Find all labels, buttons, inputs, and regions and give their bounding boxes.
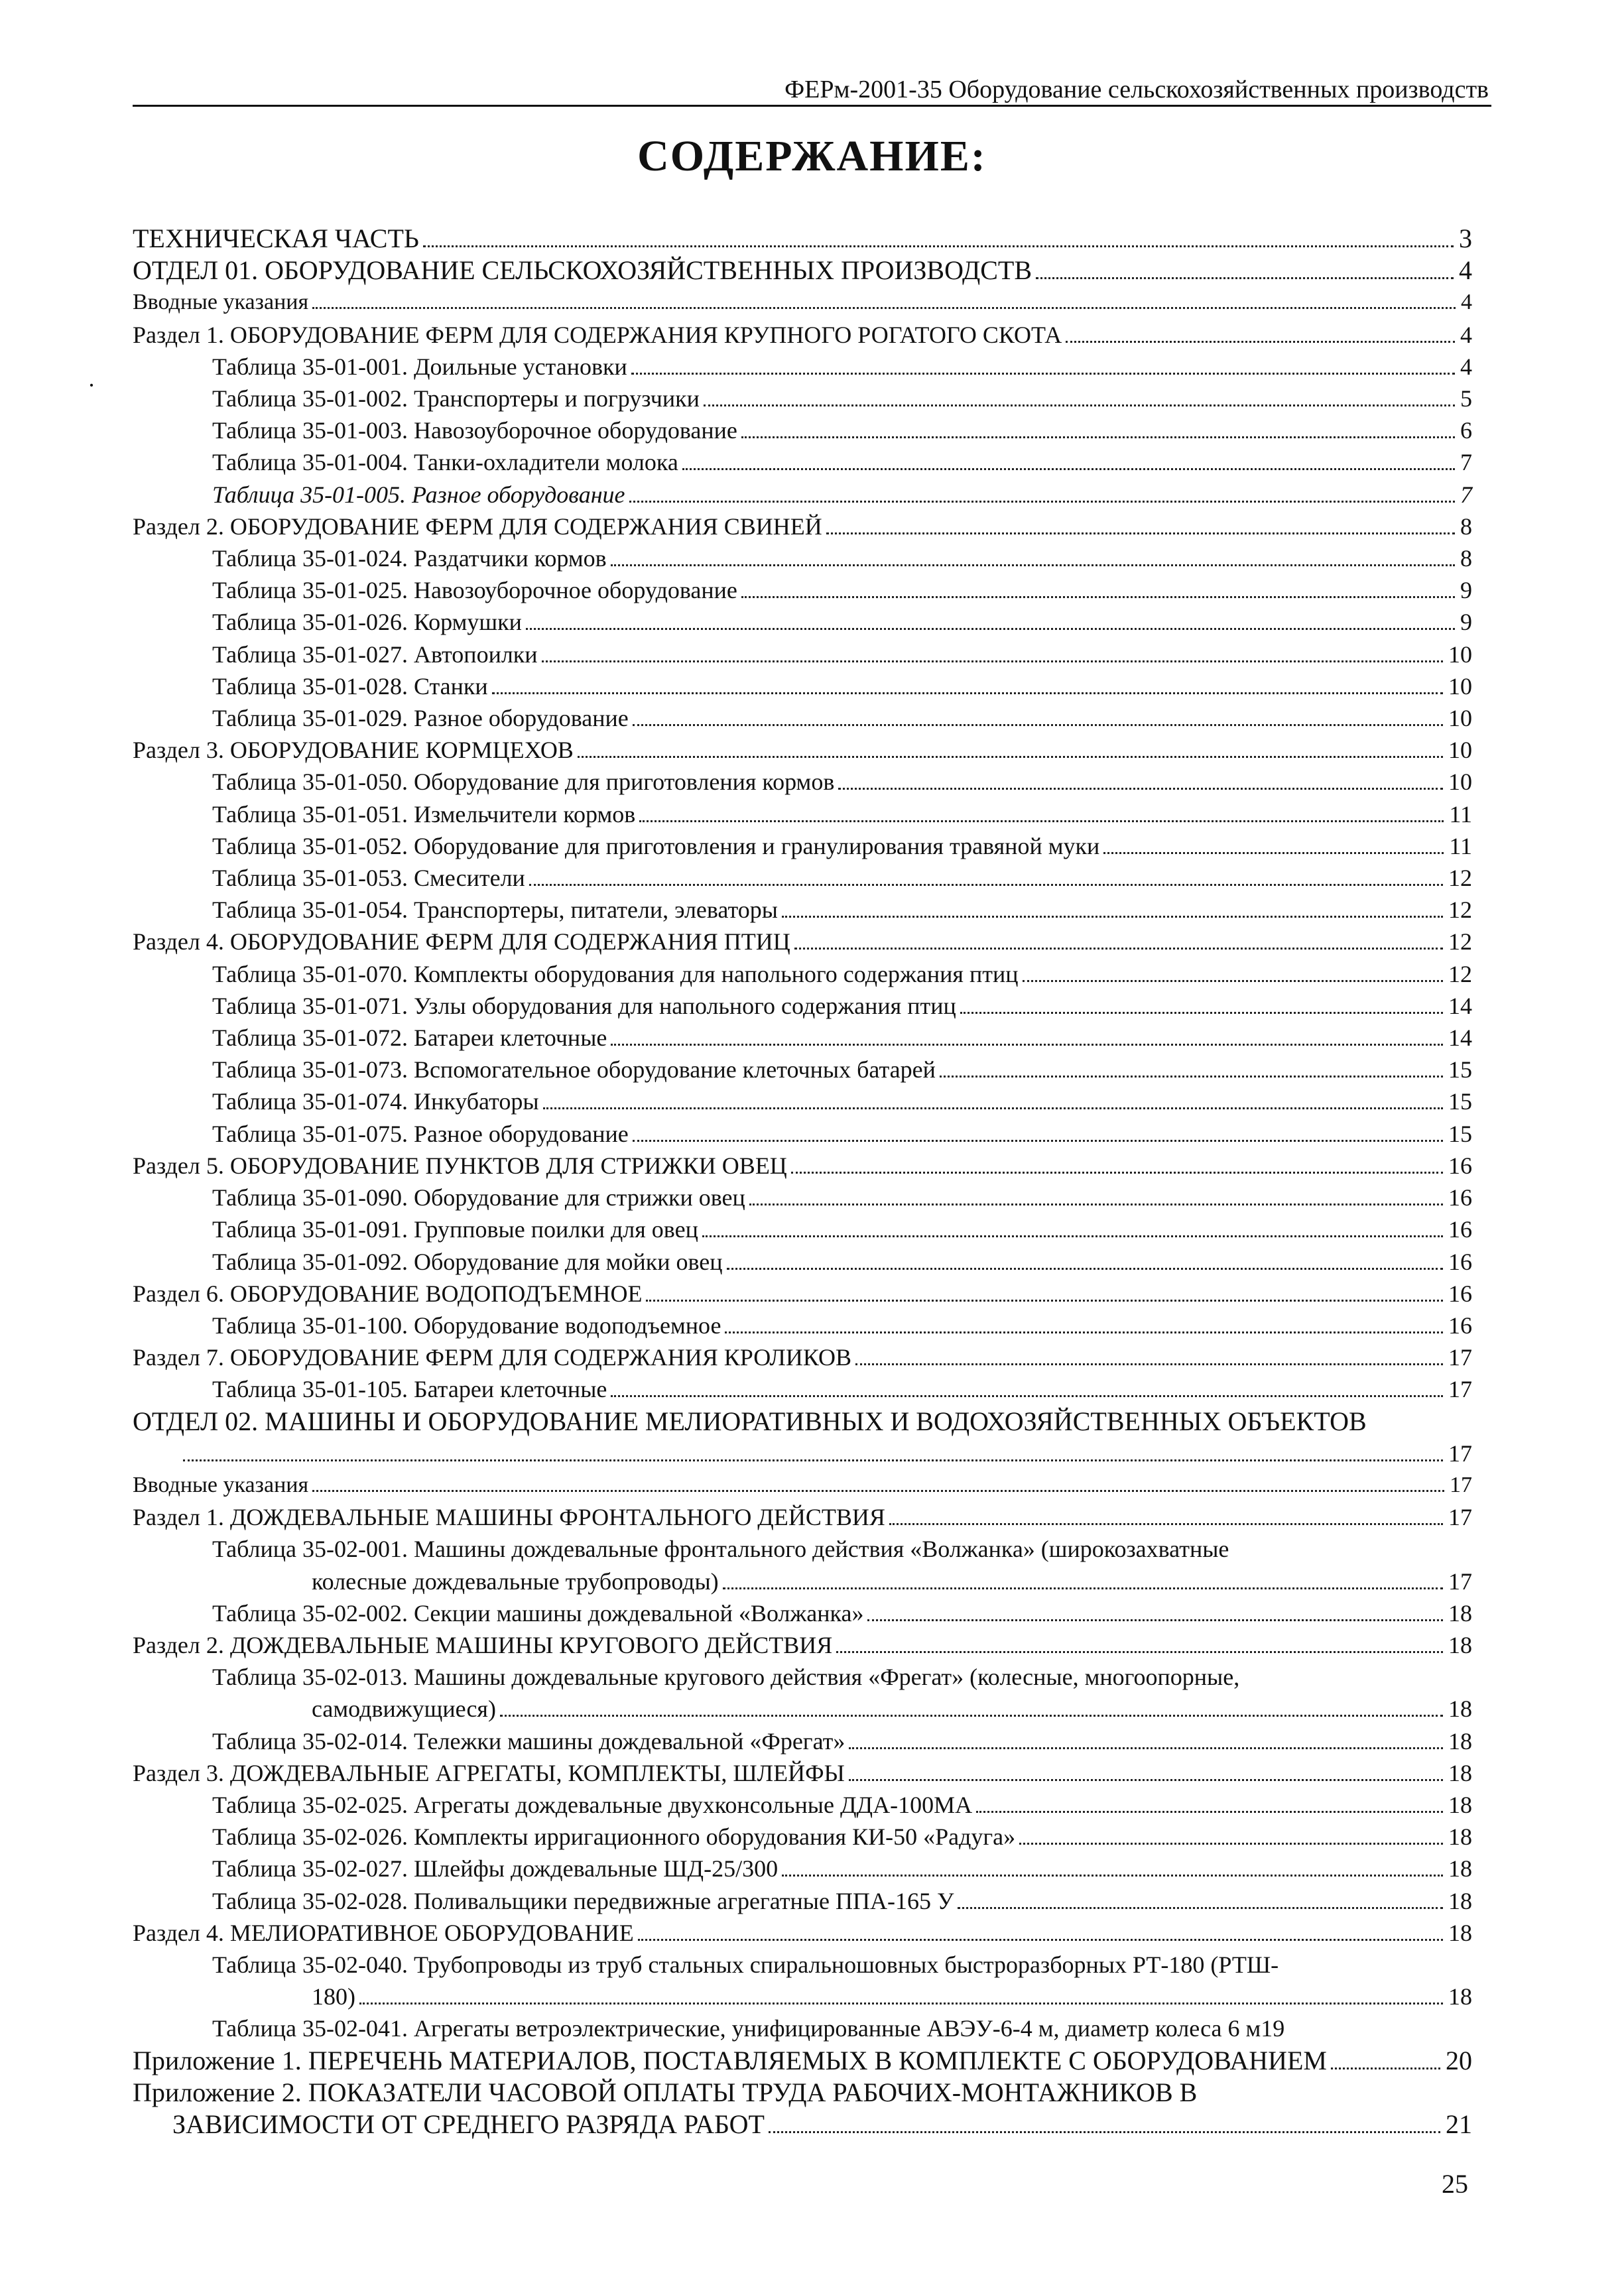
toc-entry-title: Раздел 2. ОБОРУДОВАНИЕ ФЕРМ ДЛЯ СОДЕРЖАНИЯ СВИНЕЙ (133, 513, 822, 540)
toc-entry (133, 1853, 1472, 1884)
toc-entry-title: Таблица 35-01-090. Оборудование для стрижки овец (212, 1184, 745, 1211)
dot-leader (633, 724, 1443, 726)
toc-entry (133, 383, 1472, 414)
toc-entry-title: самодвижущиеся) (312, 1695, 496, 1723)
toc-entry (133, 1981, 1472, 2012)
dot-leader (423, 245, 1454, 247)
dot-leader (312, 307, 1456, 309)
toc-entry (133, 511, 1472, 542)
toc-entry-title: Раздел 6. ОБОРУДОВАНИЕ ВОДОПОДЪЕМНОЕ (133, 1280, 643, 1307)
toc-entry-page: 10 (1448, 705, 1472, 732)
toc-entry-page: 17 (1448, 1568, 1472, 1595)
toc-entry-title: Таблица 35-01-053. Смесители (212, 865, 525, 892)
toc-entry-title: Таблица 35-01-075. Разное оборудование (212, 1120, 629, 1147)
dot-leader (526, 628, 1455, 630)
toc-entry-page: 19 (1261, 2015, 1285, 2042)
toc-entry-page: 7 (1460, 481, 1472, 508)
toc-entry-title: Приложение 2. ПОКАЗАТЕЛИ ЧАСОВОЙ ОПЛАТЫ ТРУДА РАБОЧИХ-МОНТАЖНИКОВ В (133, 2077, 1198, 2107)
toc-entry-title: Таблица 35-01-050. Оборудование для приготовления кормов (212, 769, 835, 796)
toc-entry-title: Таблица 35-01-002. Транспортеры и погрузчики (212, 385, 700, 412)
toc-entry-title: Таблица 35-01-051. Измельчители кормов (212, 800, 636, 828)
toc-entry-page: 18 (1448, 1887, 1472, 1914)
dot-leader (611, 564, 1455, 566)
toc-entry (133, 1629, 1472, 1661)
dot-leader (1066, 341, 1455, 343)
dot-leader (312, 1490, 1444, 1492)
toc-entry-title: Таблица 35-02-013. Машины дождевальные кругового действия «Фрегат» (колесные, многоопорные, (212, 1664, 1240, 1691)
toc-entry-page: 10 (1448, 769, 1472, 796)
table-of-contents (133, 223, 1472, 2140)
toc-entry-page: 6 (1460, 417, 1472, 444)
dot-leader (723, 1587, 1443, 1589)
toc-entry (133, 1438, 1472, 1469)
toc-entry-page: 16 (1448, 1216, 1472, 1243)
toc-entry-title: Таблица 35-01-054. Транспортеры, питатели, элеваторы (212, 896, 778, 924)
dot-leader (725, 1331, 1443, 1333)
toc-entry (133, 926, 1472, 957)
dot-leader (500, 1715, 1443, 1717)
toc-entry (133, 894, 1472, 926)
toc-entry-title: Раздел 1. ОБОРУДОВАНИЕ ФЕРМ ДЛЯ СОДЕРЖАНИЯ КРУПНОГО РОГАТОГО СКОТА (133, 321, 1062, 348)
toc-entry (133, 1661, 1472, 1693)
toc-entry (133, 1341, 1472, 1373)
dot-leader (794, 948, 1443, 950)
toc-entry (133, 1022, 1472, 1054)
dot-leader (682, 468, 1455, 470)
dot-leader (727, 1268, 1443, 1270)
toc-entry (133, 1885, 1472, 1917)
toc-entry-page: 3 (1459, 223, 1472, 253)
toc-entry-page: 18 (1448, 1983, 1472, 2010)
toc-entry (133, 542, 1472, 574)
toc-entry-page: 16 (1448, 1152, 1472, 1179)
toc-entry (133, 1118, 1472, 1150)
toc-entry (133, 1693, 1472, 1725)
toc-entry-page: 17 (1448, 1344, 1472, 1371)
toc-entry-page: 17 (1448, 1376, 1472, 1403)
toc-entry-title: Таблица 35-02-001. Машины дождевальные фронтального действия «Волжанка» (широкозахватные (212, 1536, 1229, 1563)
toc-entry-title: Раздел 3. ДОЖДЕВАЛЬНЫЕ АГРЕГАТЫ, КОМПЛЕКТЫ, ШЛЕЙФЫ (133, 1759, 845, 1786)
toc-entry-title: Таблица 35-01-028. Станки (212, 672, 488, 700)
toc-entry (133, 1789, 1472, 1821)
dot-leader (791, 1172, 1443, 1174)
toc-entry (133, 990, 1472, 1022)
dot-leader (639, 820, 1444, 822)
toc-entry (133, 1757, 1472, 1789)
toc-entry-title: Таблица 35-01-029. Разное оборудование (212, 705, 629, 732)
dot-leader (1103, 852, 1444, 854)
toc-entry-page: 4 (1461, 290, 1472, 315)
dot-leader (741, 436, 1455, 438)
dot-leader (849, 1747, 1443, 1749)
toc-entry-title: ОТДЕЛ 01. ОБОРУДОВАНИЕ СЕЛЬСКОХОЗЯЙСТВЕННЫХ ПРОИЗВОДСТВ (133, 255, 1032, 286)
toc-entry-title: Раздел 4. ОБОРУДОВАНИЕ ФЕРМ ДЛЯ СОДЕРЖАНИЯ ПТИЦ (133, 928, 790, 956)
toc-entry-title: Таблица 35-01-025. Навозоуборочное оборудование (212, 577, 737, 604)
running-header: ФЕРм-2001-35 Оборудование сельскохозяйственных производств (133, 74, 1491, 107)
toc-entry-page: 4 (1460, 353, 1472, 380)
toc-entry-page: 18 (1448, 1919, 1472, 1946)
toc-entry-title: Таблица 35-01-070. Комплекты оборудования для напольного содержания птиц (212, 960, 1019, 987)
toc-entry-title: Таблица 35-01-027. Автопоилки (212, 641, 538, 668)
toc-entry-page: 16 (1448, 1312, 1472, 1339)
dot-leader (782, 916, 1443, 918)
dot-leader (646, 1300, 1443, 1302)
toc-entry-page: 9 (1460, 609, 1472, 636)
toc-entry (133, 2077, 1472, 2109)
toc-entry-title: Таблица 35-01-074. Инкубаторы (212, 1088, 539, 1115)
toc-entry-title: Таблица 35-01-001. Доильные установки (212, 353, 627, 380)
dot-leader (826, 532, 1455, 534)
toc-entry-title: Таблица 35-01-026. Кормушки (212, 609, 522, 636)
toc-entry (133, 798, 1472, 830)
toc-entry (133, 1501, 1472, 1533)
dot-leader (702, 1235, 1443, 1237)
toc-entry (133, 223, 1472, 255)
dot-leader (1019, 1843, 1443, 1845)
toc-entry (133, 1406, 1472, 1438)
dot-leader (704, 404, 1455, 406)
toc-entry (133, 2045, 1472, 2077)
dot-leader (867, 1619, 1443, 1621)
page-number: 25 (1442, 2169, 1468, 2199)
dot-leader (782, 1875, 1443, 1877)
toc-entry (133, 2012, 1472, 2044)
toc-entry-title: Вводные указания (133, 290, 309, 315)
toc-entry (133, 1310, 1472, 1341)
toc-entry-page: 4 (1459, 255, 1472, 286)
toc-entry (133, 958, 1472, 990)
toc-entry-page: 20 (1446, 2045, 1472, 2075)
toc-entry (133, 319, 1472, 351)
toc-entry (133, 734, 1472, 766)
toc-entry-page: 8 (1460, 513, 1472, 540)
toc-entry-page: 12 (1448, 928, 1472, 956)
toc-entry-page: 16 (1448, 1248, 1472, 1275)
toc-entry-page: 18 (1448, 1855, 1472, 1882)
toc-entry-page: 5 (1460, 385, 1472, 412)
toc-entry-title: Таблица 35-02-028. Поливальщики передвижные агрегатные ППА-165 У (212, 1887, 954, 1914)
dot-leader (183, 1459, 1443, 1461)
toc-entry-title: Приложение 1. ПЕРЕЧЕНЬ МАТЕРИАЛОВ, ПОСТАВЛЯЕМЫХ В КОМПЛЕКТЕ С ОБОРУДОВАНИЕМ (133, 2045, 1327, 2075)
toc-entry-page: 11 (1449, 832, 1472, 859)
dot-leader (492, 692, 1443, 694)
toc-entry-title: Таблица 35-01-073. Вспомогательное оборудование клеточных батарей (212, 1056, 936, 1083)
toc-entry (133, 670, 1472, 702)
dot-leader (578, 756, 1443, 758)
toc-entry (133, 1949, 1472, 1981)
toc-entry-title: Таблица 35-01-071. Узлы оборудования для напольного содержания птиц (212, 992, 956, 1019)
toc-entry (133, 446, 1472, 478)
toc-entry (133, 1725, 1472, 1757)
toc-entry (133, 1278, 1472, 1310)
toc-entry-page: 17 (1448, 1504, 1472, 1531)
toc-entry (133, 1533, 1472, 1565)
toc-entry-title: Таблица 35-02-002. Секции машины дождевальной «Волжанка» (212, 1599, 864, 1627)
toc-entry (133, 1054, 1472, 1085)
dot-leader (529, 884, 1443, 886)
toc-entry-page: 4 (1460, 321, 1472, 348)
toc-entry (133, 574, 1472, 606)
toc-entry (133, 1597, 1472, 1629)
dot-leader (769, 2131, 1440, 2133)
toc-entry (133, 1373, 1472, 1405)
toc-entry (133, 1182, 1472, 1213)
toc-entry-title: Таблица 35-01-072. Батареи клеточные (212, 1024, 607, 1052)
toc-entry (133, 351, 1472, 383)
dot-leader (611, 1044, 1443, 1046)
page-title: СОДЕРЖАНИЕ: (637, 132, 987, 180)
toc-entry (133, 1213, 1472, 1245)
toc-entry-title: Раздел 1. ДОЖДЕВАЛЬНЫЕ МАШИНЫ ФРОНТАЛЬНОГО ДЕЙСТВИЯ (133, 1504, 885, 1531)
toc-entry-page: 15 (1448, 1088, 1472, 1115)
dot-leader (741, 596, 1455, 598)
dot-leader (976, 1811, 1443, 1813)
toc-entry-page: 18 (1448, 1695, 1472, 1723)
toc-entry-page: 12 (1448, 896, 1472, 924)
toc-entry-page: 16 (1448, 1280, 1472, 1307)
dot-leader (958, 1907, 1443, 1909)
dot-leader (849, 1779, 1443, 1781)
dot-leader (611, 1395, 1443, 1397)
dot-leader (638, 1939, 1443, 1941)
dot-leader (1036, 277, 1454, 279)
toc-entry-page: 17 (1448, 1440, 1472, 1467)
toc-entry (133, 1566, 1472, 1597)
toc-entry (133, 639, 1472, 670)
toc-entry-title: Таблица 35-01-003. Навозоуборочное оборудование (212, 417, 737, 444)
toc-entry-title: Таблица 35-01-092. Оборудование для мойки овец (212, 1248, 723, 1275)
toc-entry-title: Раздел 5. ОБОРУДОВАНИЕ ПУНКТОВ ДЛЯ СТРИЖКИ ОВЕЦ (133, 1152, 787, 1179)
dot-leader (633, 1140, 1443, 1142)
toc-entry (133, 1246, 1472, 1278)
bullet-mark: · (88, 372, 95, 399)
dot-leader (960, 1012, 1443, 1014)
toc-entry (133, 1469, 1472, 1501)
toc-entry-page: 10 (1448, 672, 1472, 700)
toc-entry-page: 18 (1448, 1823, 1472, 1851)
toc-entry-title: Таблица 35-02-014. Тележки машины дождевальной «Фрегат» (212, 1727, 845, 1755)
toc-entry-page: 21 (1446, 2109, 1472, 2139)
toc-entry (133, 830, 1472, 862)
dot-leader (543, 1107, 1443, 1109)
toc-entry-title: Таблица 35-02-027. Шлейфы дождевальные ШД-25/300 (212, 1855, 779, 1882)
dot-leader (836, 1651, 1443, 1653)
toc-entry-title: ЗАВИСИМОСТИ ОТ СРЕДНЕГО РАЗРЯДА РАБОТ (172, 2109, 765, 2139)
toc-entry-title: Раздел 4. МЕЛИОРАТИВНОЕ ОБОРУДОВАНИЕ (133, 1919, 634, 1946)
toc-entry (133, 479, 1472, 511)
toc-entry-page: 18 (1448, 1759, 1472, 1786)
toc-entry-page: 11 (1449, 800, 1472, 828)
toc-entry-title: ОТДЕЛ 02. МАШИНЫ И ОБОРУДОВАНИЕ МЕЛИОРАТИВНЫХ И ВОДОХОЗЯЙСТВЕННЫХ ОБЪЕКТОВ (133, 1406, 1367, 1436)
toc-entry-title: Таблица 35-01-105. Батареи клеточные (212, 1376, 607, 1403)
dot-leader (855, 1363, 1443, 1365)
toc-entry-page: 10 (1448, 737, 1472, 764)
toc-entry-page: 14 (1448, 992, 1472, 1019)
toc-entry-page: 12 (1448, 960, 1472, 987)
toc-entry-title: Таблица 35-02-026. Комплекты ирригационного оборудования КИ-50 «Радуга» (212, 1823, 1016, 1851)
toc-entry-page: 18 (1448, 1727, 1472, 1755)
toc-entry (133, 1150, 1472, 1182)
toc-entry-page: 18 (1448, 1631, 1472, 1658)
dot-leader (542, 660, 1443, 662)
toc-entry (133, 1821, 1472, 1853)
toc-entry-title: Таблица 35-01-091. Групповые поилки для овец (212, 1216, 698, 1243)
toc-entry-page: 8 (1460, 545, 1472, 572)
toc-entry-page: 15 (1448, 1120, 1472, 1147)
toc-entry-title: Таблица 35-01-052. Оборудование для приготовления и гранулирования травяной муки (212, 832, 1100, 859)
toc-entry-page: 9 (1460, 577, 1472, 604)
toc-entry-title: колесные дождевальные трубопроводы) (312, 1568, 719, 1595)
toc-entry (133, 606, 1472, 638)
toc-entry-title: Вводные указания (133, 1472, 309, 1497)
toc-entry-page: 18 (1448, 1599, 1472, 1627)
dot-leader (838, 788, 1443, 790)
toc-entry-title: ТЕХНИЧЕСКАЯ ЧАСТЬ (133, 223, 419, 253)
toc-entry-title: 180) (312, 1983, 355, 2010)
toc-entry (133, 255, 1472, 286)
toc-entry (133, 862, 1472, 894)
toc-entry-title: Таблица 35-02-041. Агрегаты ветроэлектрические, унифицированные АВЭУ-6-4 м, диаметр колеса 6 м (212, 2015, 1261, 2042)
toc-entry (133, 2109, 1472, 2140)
toc-entry-title: Таблица 35-01-005. Разное оборудование (212, 481, 625, 508)
dot-leader (629, 501, 1455, 503)
toc-entry-title: Раздел 3. ОБОРУДОВАНИЕ КОРМЦЕХОВ (133, 737, 574, 764)
toc-entry-page: 14 (1448, 1024, 1472, 1052)
toc-entry-page: 15 (1448, 1056, 1472, 1083)
dot-leader (940, 1076, 1443, 1078)
toc-entry (133, 702, 1472, 734)
toc-entry-title: Таблица 35-02-025. Агрегаты дождевальные двухконсольные ДДА-100МА (212, 1791, 973, 1818)
toc-entry-page: 17 (1450, 1472, 1472, 1497)
dot-leader (631, 373, 1455, 375)
toc-entry (133, 414, 1472, 446)
toc-entry-title: Раздел 2. ДОЖДЕВАЛЬНЫЕ МАШИНЫ КРУГОВОГО ДЕЙСТВИЯ (133, 1631, 833, 1658)
toc-entry-title: Раздел 7. ОБОРУДОВАНИЕ ФЕРМ ДЛЯ СОДЕРЖАНИЯ КРОЛИКОВ (133, 1344, 851, 1371)
dot-leader (889, 1523, 1443, 1525)
toc-entry-page: 12 (1448, 865, 1472, 892)
toc-entry-page: 7 (1460, 449, 1472, 476)
toc-entry-title: Таблица 35-01-004. Танки-охладители молока (212, 449, 678, 476)
dot-leader (359, 2003, 1443, 2004)
toc-entry-page: 18 (1448, 1791, 1472, 1818)
toc-entry-title: Таблица 35-01-100. Оборудование водоподъемное (212, 1312, 721, 1339)
toc-entry-title: Таблица 35-02-040. Трубопроводы из труб стальных спиральношовных быстроразборных РТ-180 (РТШ- (212, 1951, 1279, 1978)
toc-entry-page: 10 (1448, 641, 1472, 668)
toc-entry (133, 286, 1472, 318)
toc-entry (133, 1917, 1472, 1949)
toc-entry-page: 16 (1448, 1184, 1472, 1211)
toc-entry (133, 1085, 1472, 1117)
dot-leader (1331, 2067, 1440, 2069)
toc-entry (133, 766, 1472, 798)
dot-leader (1023, 980, 1443, 982)
dot-leader (749, 1203, 1443, 1205)
toc-entry-title: Таблица 35-01-024. Раздатчики кормов (212, 545, 607, 572)
